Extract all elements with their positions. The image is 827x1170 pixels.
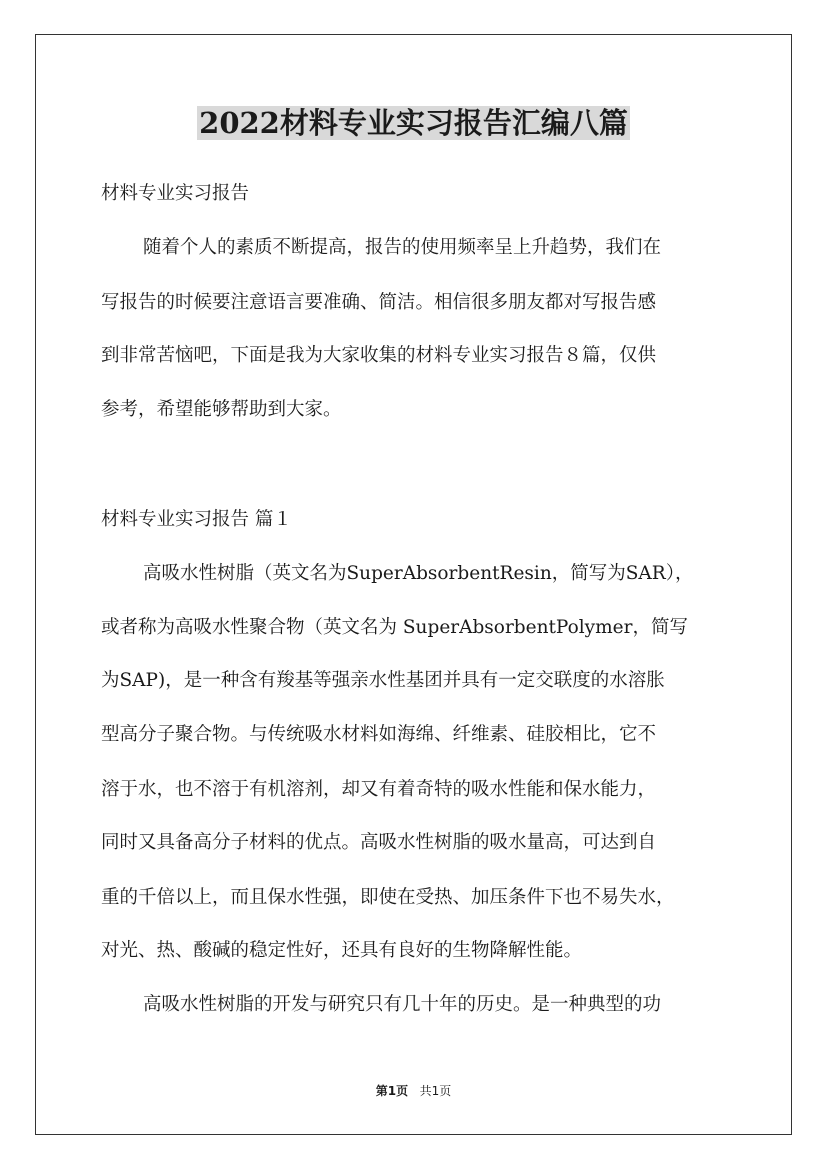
page-footer: [0, 1083, 827, 1099]
section-line: 对光、热、酸碱的稳定性好，还具有良好的生物降解性能。: [101, 940, 583, 961]
page-total: 共1页: [419, 1084, 452, 1098]
document-title-text: 2022材料专业实习报告汇编八篇: [199, 106, 628, 140]
section-line: 溶于水，也不溶于有机溶剂，却又有着奇特的吸水性能和保水能力，: [101, 779, 657, 800]
section-line: 型高分子聚合物。与传统吸水材料如海绵、纤维素、硅胶相比，它不: [101, 724, 657, 745]
section-line: 重的千倍以上，而且保水性强，即使在受热、加压条件下也不易失水，: [101, 887, 675, 908]
intro-heading: 材料专业实习报告: [101, 183, 250, 204]
section-line: 同时又具备高分子材料的优点。高吸水性树脂的吸水量高，可达到自: [101, 832, 657, 853]
page-number: 第1页: [375, 1084, 409, 1098]
section-line: 为SAP)，是一种含有羧基等强亲水性基团并具有一定交联度的水溶胀: [101, 670, 665, 691]
document-title: [0, 104, 827, 142]
section-heading: 材料专业实习报告 篇１: [101, 509, 292, 530]
intro-line: 随着个人的素质不断提高，报告的使用频率呈上升趋势，我们在: [143, 237, 662, 258]
intro-line: 写报告的时候要注意语言要准确、简洁。相信很多朋友都对写报告感: [101, 292, 657, 313]
intro-line: 到非常苦恼吧，下面是我为大家收集的材料专业实习报告８篇，仅供: [101, 345, 657, 366]
intro-line: 参考，希望能够帮助到大家。: [101, 399, 342, 420]
section-line: 高吸水性树脂的开发与研究只有几十年的历史。是一种典型的功: [143, 994, 662, 1015]
section-line: 或者称为高吸水性聚合物（英文名为 SuperAbsorbentPolymer，简写: [101, 617, 688, 638]
section-line: 高吸水性树脂（英文名为SuperAbsorbentResin，简写为SAR），: [143, 563, 694, 584]
